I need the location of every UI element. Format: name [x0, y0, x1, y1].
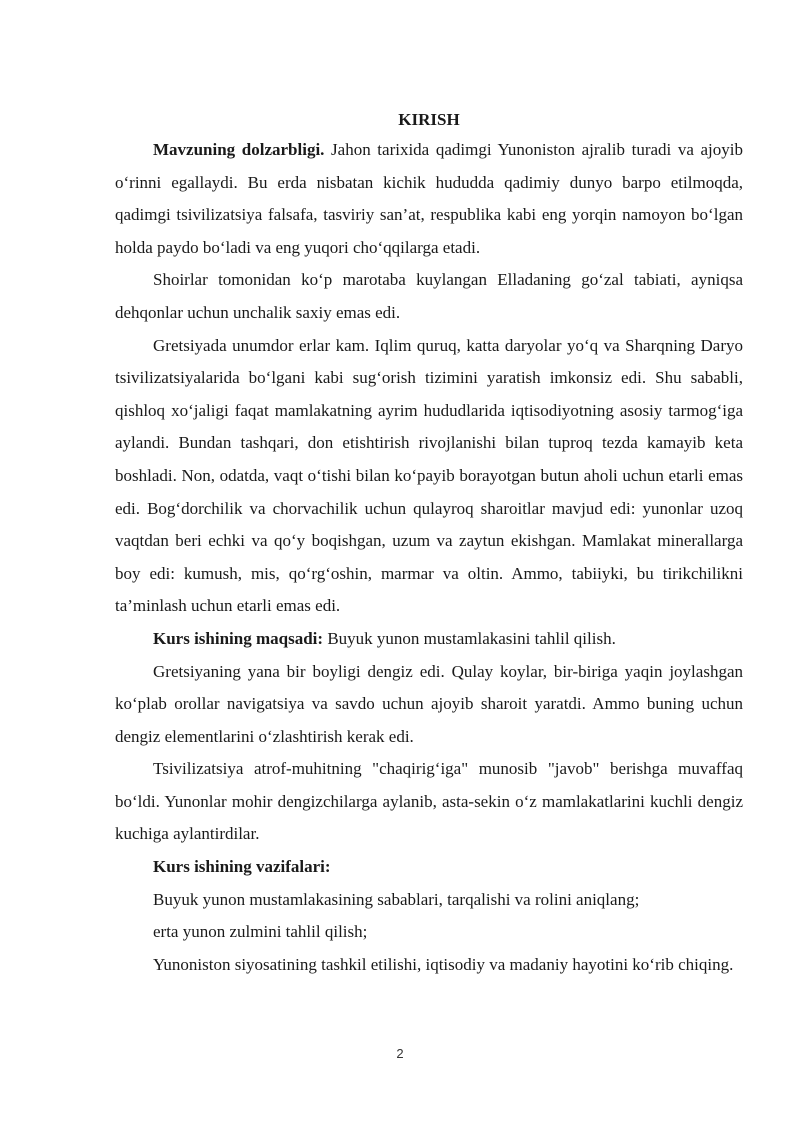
- paragraph-task-1: [115, 884, 743, 917]
- paragraph-tasks-heading: [115, 851, 743, 884]
- paragraph-text: Yunoniston siyosatining tashkil etilishi, iqtisodiy va madaniy hayotini ko‘rib chiqing.: [153, 954, 734, 974]
- paragraph-text: Buyuk yunon mustamlakasining sabablari, tarqalishi va rolini aniqlang;: [153, 889, 640, 909]
- paragraph-lead: Kurs ishining vazifalari:: [153, 857, 331, 877]
- paragraph-lead: Mavzuning dolzarbligi.: [153, 140, 325, 159]
- paragraph-relevance: [115, 134, 743, 264]
- paragraph-text: Shoirlar tomonidan ko‘p marotaba kuylangan Elladaning go‘zal tabiati, ayniqsa dehqonlar uchun unchalik saxiy emas edi.: [115, 270, 743, 322]
- paragraph-text: Buyuk yunon mustamlakasini tahlil qilish.: [323, 628, 616, 648]
- paragraph-task-2: [115, 916, 743, 949]
- paragraph-task-3: [115, 949, 743, 982]
- paragraph-lead: Kurs ishining maqsadi:: [153, 628, 324, 648]
- paragraph-text: Jahon tarixida qadimgi Yunoniston ajralib turadi va ajoyib o‘rinni egallaydi. Bu erda nisbatan kichik hududda qadimiy dunyo barpo etilmoqda, qadimgi tsivilizatsiya falsafa, tasviriy san’at, respublika kabi eng yorqin namoyon bo‘lgan holda paydo bo‘ladi va eng yuqori cho‘qqilarga etadi.: [115, 140, 744, 257]
- paragraph-text: Gretsiyaning yana bir boyligi dengiz edi. Qulay koylar, bir-biriga yaqin joylashgan ko‘plab orollar navigatsiya va savdo uchun ajoyib sharoit yaratdi. Ammo buning uchun dengiz elementlarini o‘zlashtirish kerak edi.: [115, 661, 743, 746]
- paragraph-sea: [115, 656, 743, 754]
- paragraph-text: Tsivilizatsiya atrof-muhitning "chaqirig‘iga" munosib "javob" berishga muvaffaq bo‘ldi. Yunonlar mohir dengizchilarga aylanib, asta-sekin o‘z mamlakatlarini kuchli dengiz kuchiga aylantirdilar.: [115, 759, 743, 844]
- paragraph-civilization: [115, 753, 743, 851]
- paragraph-text: erta yunon zulmini tahlil qilish;: [153, 922, 368, 942]
- page-number: 2: [396, 1046, 404, 1061]
- paragraph-agriculture: [115, 330, 743, 623]
- document-page: [115, 106, 743, 981]
- paragraph-nature: [115, 264, 743, 329]
- paragraph-goal: [115, 623, 743, 656]
- document-title: KIRISH: [398, 110, 460, 129]
- paragraph-text: Gretsiyada unumdor erlar kam. Iqlim quruq, katta daryolar yo‘q va Sharqning Daryo tsivilizatsiyalarida bo‘lgani kabi sug‘orish tizimini yaratish imkonsiz edi. Shu sababli, qishloq xo‘jaligi faqat mamlakatning ayrim hududlarida iqtisodiyotning asosiy tarmog‘iga aylandi. Bundan tashqari, don etishtirish rivojlanishi bilan tuproq tezda kamayib keta boshladi. Non, odatda, vaqt o‘tishi bilan ko‘payib borayotgan butun aholi uchun etarli emas edi. Bog‘dorchilik va chorvachilik uchun qulayroq sharoitlar mavjud edi: yunonlar uzoq vaqtdan beri echki va qo‘y boqishgan, uzum va zaytun ekishgan. Mamlakat minerallarga boy edi: kumush, mis, qo‘rg‘oshin, marmar va oltin. Ammo, tabiiyki, bu tirikchilikni ta’minlash uchun etarli emas edi.: [115, 335, 743, 616]
